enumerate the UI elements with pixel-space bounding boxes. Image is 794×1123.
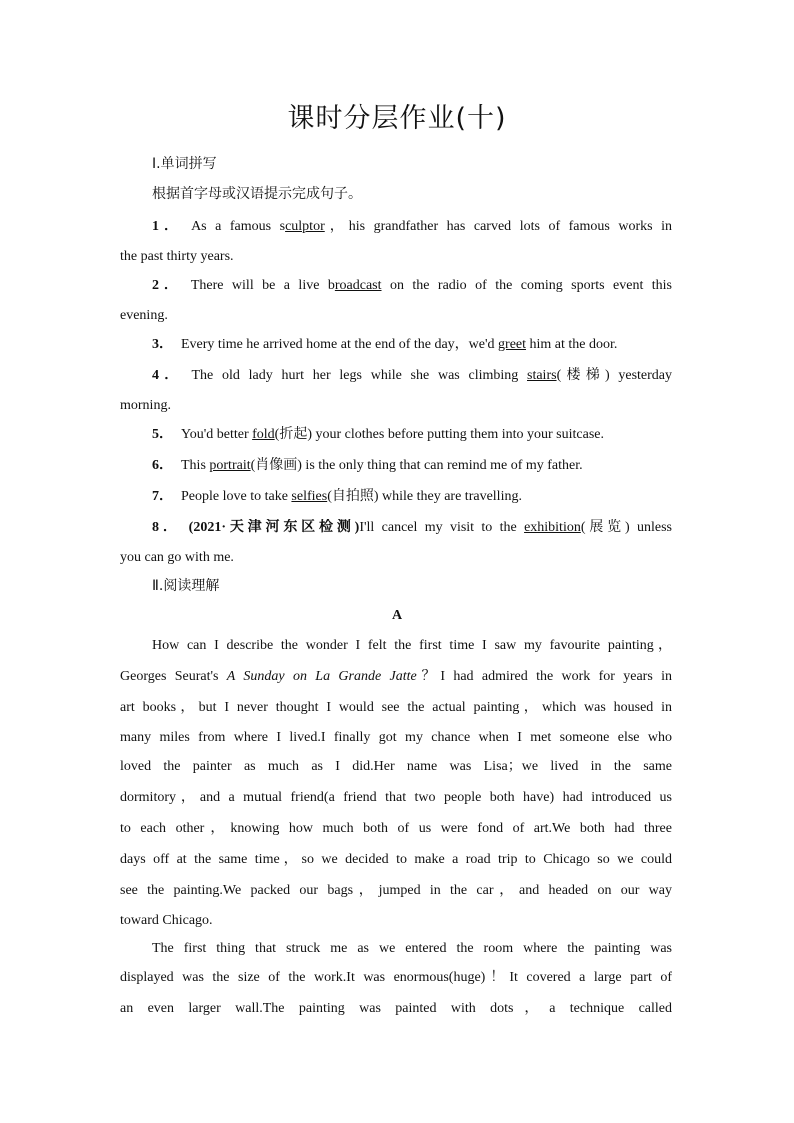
passage-line: an even larger wall.The painting was painted with dots，a technique called [120,1001,672,1016]
answer-2: roadcast [334,278,382,293]
passage-line: displayed was the size of the work.It was enormous(huge)！It covered a large part of [120,970,672,985]
question-1: 1． As a famous sculptor，his grandfather has carved lots of famous works in [152,219,672,234]
section-heading-spelling: Ⅰ.单词拼写 [152,156,217,172]
passage-line: art books，but I never thought I would see the actual painting，which was housed in [120,700,672,715]
answer-3: greet [498,337,527,352]
passage-line: The first thing that struck me as we entered the room where the painting was [152,941,672,956]
question-4-cont: morning. [120,398,171,413]
question-4: 4． The old lady hurt her legs while she was climbing stairs(楼梯) yesterday [152,368,672,383]
answer-7: selfies [291,489,328,504]
passage-line: How can I describe the wonder I felt the first time I saw my favourite painting， [152,638,672,653]
instruction-text: 根据首字母或汉语提示完成句子。 [152,186,362,202]
source-label: (2021·天津河东区检测) [188,520,360,535]
passage-line: days off at the same time，so we decided to make a road trip to Chicago so we could [120,852,672,867]
answer-8: exhibition [524,520,581,535]
answer-1: culptor [285,219,325,234]
answer-4: stairs [527,368,557,383]
page-title: 课时分层作业(十) [287,103,507,134]
question-8: 8． (2021·天津河东区检测)I'll cancel my visit to the exhibition(展览) unless [152,520,672,535]
question-1-cont: the past thirty years. [120,249,234,264]
passage-line: many miles from where I lived.I finally got my chance when I met someone else who [120,730,672,745]
answer-5: fold [252,427,275,442]
question-3: 3． Every time he arrived home at the end of the day，we'd greet him at the door. [152,337,618,352]
passage-line: Georges Seurat's A Sunday on La Grande Jatte？I had admired the work for years in [120,669,672,684]
question-7: 7． People love to take selfies(自拍照) while they are travelling. [152,489,522,504]
passage-label: A [391,608,403,623]
passage-line: loved the painter as much as I did.Her name was Lisa；we lived in the same [120,759,672,774]
question-8-cont: you can go with me. [120,550,234,565]
painting-title: A Sunday on La Grande Jatte [226,669,417,684]
question-2-cont: evening. [120,308,168,323]
passage-line: see the painting.We packed our bags，jumped in the car，and headed on our way [120,883,672,898]
passage-line: dormitory，and a mutual friend(a friend that two people both have) had introduced us [120,790,672,805]
question-6: 6． This portrait(肖像画) is the only thing that can remind me of my father. [152,458,583,473]
section-heading-reading: Ⅱ.阅读理解 [152,578,220,594]
passage-line: toward Chicago. [120,913,213,928]
question-5: 5． You'd better fold(折起) your clothes before putting them into your suitcase. [152,427,604,442]
question-2: 2． There will be a live broadcast on the radio of the coming sports event this [152,278,672,293]
answer-6: portrait [209,458,251,473]
passage-line: to each other，knowing how much both of us were fond of art.We both had three [120,821,672,836]
